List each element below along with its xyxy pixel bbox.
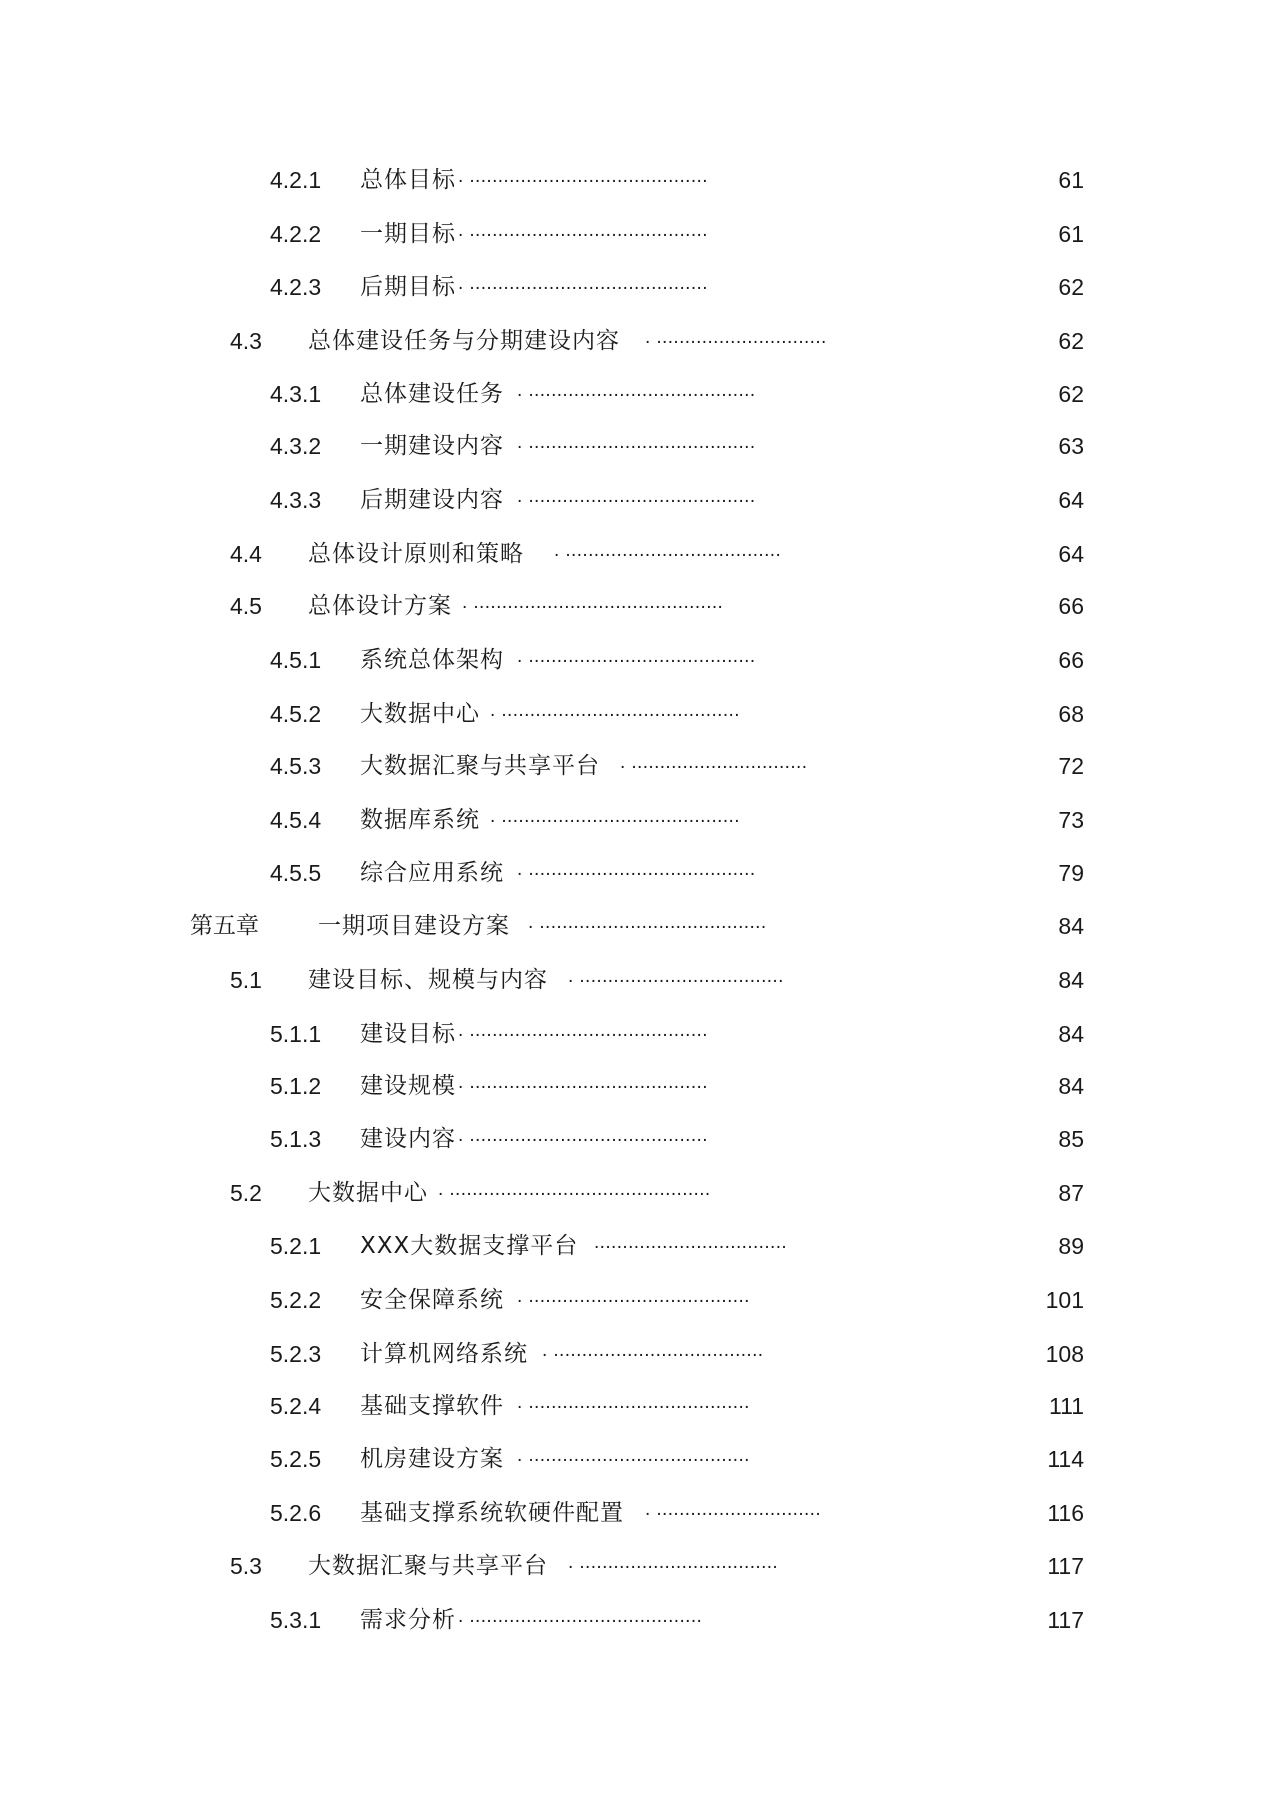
- toc-entry-leader: . .....................................: [542, 1340, 764, 1361]
- toc-entry[interactable]: [0, 160, 1274, 200]
- toc-entry-title: 大数据汇聚与共享平台: [360, 753, 600, 779]
- toc-entry[interactable]: [0, 1280, 1274, 1320]
- toc-entry-title: 一期项目建设方案: [318, 913, 510, 939]
- toc-entry-page: 116: [1047, 1500, 1084, 1526]
- toc-entry[interactable]: [0, 321, 1274, 361]
- toc-entry-number: 4.2.1: [270, 167, 322, 193]
- toc-entry-leader: . ........................................: [517, 432, 756, 453]
- toc-entry[interactable]: [0, 1600, 1274, 1640]
- toc-entry-number: 5.1.3: [270, 1126, 322, 1152]
- toc-entry-leader: . ...................................: [568, 1552, 779, 1573]
- toc-entry[interactable]: [0, 640, 1274, 680]
- toc-entry-number: 5.1: [230, 967, 262, 993]
- toc-entry-number: 4.5: [230, 593, 262, 619]
- toc-entry-leader: . ...............................: [620, 752, 808, 773]
- toc-entry-leader: . ..............................................: [438, 1179, 711, 1200]
- toc-entry-page: 64: [1058, 487, 1084, 513]
- toc-entry[interactable]: [0, 1439, 1274, 1479]
- toc-entry-title: 需求分析: [360, 1607, 456, 1633]
- toc-entry[interactable]: [0, 480, 1274, 520]
- toc-entry-page: 62: [1058, 328, 1084, 354]
- toc-entry-page: 62: [1058, 381, 1084, 407]
- toc-entry-leader: . .........................................: [458, 1606, 703, 1627]
- toc-entry[interactable]: [0, 1066, 1274, 1106]
- toc-entry-title: 计算机网络系统: [360, 1341, 528, 1367]
- toc-entry-page: 108: [1045, 1341, 1084, 1367]
- toc-entry-title: 数据库系统: [360, 807, 480, 833]
- toc-entry-number: 5.2.4: [270, 1393, 322, 1419]
- toc-entry-leader: . .......................................: [517, 1286, 750, 1307]
- toc-entry[interactable]: [0, 1334, 1274, 1374]
- toc-entry-page: 68: [1058, 701, 1084, 727]
- toc-entry-leader: . ....................................: [568, 966, 784, 987]
- toc-entry[interactable]: [0, 267, 1274, 307]
- toc-entry-leader: . ........................................: [517, 859, 756, 880]
- toc-entry-page: 62: [1058, 274, 1084, 300]
- toc-entry-page: 84: [1058, 967, 1084, 993]
- toc-entry-number: 5.1.2: [270, 1073, 322, 1099]
- toc-entry-leader: . ........................................: [517, 380, 756, 401]
- toc-entry-title: 后期建设内容: [360, 487, 504, 513]
- toc-entry-title: 建设目标: [360, 1021, 456, 1047]
- toc-entry-page: 117: [1047, 1553, 1084, 1579]
- toc-entry-leader: . ......................................: [554, 540, 782, 561]
- toc-entry-page: 85: [1058, 1126, 1084, 1152]
- toc-entry[interactable]: [0, 426, 1274, 466]
- toc-entry-number: 4.3.3: [270, 487, 322, 513]
- toc-entry-title: 安全保障系统: [360, 1287, 504, 1313]
- toc-entry[interactable]: [0, 1226, 1274, 1266]
- toc-entry-number: 4.5.2: [270, 701, 322, 727]
- toc-entry[interactable]: [0, 1119, 1274, 1159]
- toc-entry-leader: . .......................................: [517, 1445, 750, 1466]
- toc-entry-title: 系统总体架构: [360, 647, 504, 673]
- toc-entry-title: 建设内容: [360, 1126, 456, 1152]
- toc-entry-number: 4.2.2: [270, 221, 322, 247]
- toc-entry-page: 111: [1049, 1393, 1084, 1419]
- toc-entry-number: 第五章: [190, 913, 259, 939]
- toc-entry-leader: . .............................: [645, 1499, 822, 1520]
- toc-entry-number: 5.2.3: [270, 1341, 322, 1367]
- toc-entry[interactable]: [0, 746, 1274, 786]
- toc-entry-title: 一期目标: [360, 221, 456, 247]
- toc-entry-title: 建设目标、规模与内容: [308, 967, 548, 993]
- toc-entry-leader: . ..........................................: [458, 1072, 708, 1093]
- toc-entry-page: 89: [1058, 1233, 1084, 1259]
- toc-entry-title: 总体建设任务: [360, 381, 504, 407]
- toc-entry[interactable]: [0, 1493, 1274, 1533]
- toc-entry[interactable]: [0, 960, 1274, 1000]
- toc-entry-number: 4.5.1: [270, 647, 322, 673]
- toc-entry[interactable]: [0, 374, 1274, 414]
- toc-entry-title: 大数据汇聚与共享平台: [308, 1553, 548, 1579]
- toc-entry-title: 一期建设内容: [360, 433, 504, 459]
- toc-entry-page: 61: [1058, 167, 1084, 193]
- toc-entry-number: 5.2.2: [270, 1287, 322, 1313]
- toc-entry-page: 73: [1058, 807, 1084, 833]
- toc-entry[interactable]: [0, 1173, 1274, 1213]
- toc-entry-number: 5.3.1: [270, 1607, 322, 1633]
- toc-entry-leader: . ..........................................: [490, 700, 740, 721]
- toc-entry-number: 4.2.3: [270, 274, 322, 300]
- toc-entry-number: 5.2.6: [270, 1500, 322, 1526]
- toc-entry-leader: . ........................................: [517, 646, 756, 667]
- toc-entry-leader: ..................................: [594, 1232, 788, 1253]
- toc-entry-title: 建设规模: [360, 1073, 456, 1099]
- toc-entry-number: 4.3.2: [270, 433, 322, 459]
- toc-entry-leader: . ..........................................: [458, 166, 708, 187]
- toc-entry-title: 大数据中心: [360, 701, 480, 727]
- toc-entry-page: 64: [1058, 541, 1084, 567]
- toc-entry[interactable]: [0, 853, 1274, 893]
- toc-entry-title: 机房建设方案: [360, 1446, 504, 1472]
- toc-entry-title: 总体设计原则和策略: [308, 541, 524, 567]
- toc-entry-number: 5.2.5: [270, 1446, 322, 1472]
- toc-entry-number: 4.3: [230, 328, 262, 354]
- toc-entry-page: 63: [1058, 433, 1084, 459]
- toc-entry-number: 5.1.1: [270, 1021, 322, 1047]
- toc-entry-number: 5.2: [230, 1180, 262, 1206]
- toc-entry-page: 114: [1047, 1446, 1084, 1472]
- toc-entry-leader: . ..........................................: [458, 220, 708, 241]
- toc-entry-leader: . ..........................................: [490, 806, 740, 827]
- toc-entry-title: 综合应用系统: [360, 860, 504, 886]
- toc-entry-title: XXX大数据支撑平台: [360, 1233, 579, 1259]
- toc-entry-title: 基础支撑系统软硬件配置: [360, 1500, 624, 1526]
- toc-entry-leader: . ..........................................: [458, 1125, 708, 1146]
- toc-entry-page: 72: [1058, 753, 1084, 779]
- toc-entry-page: 101: [1045, 1287, 1084, 1313]
- toc-entry-leader: . ..........................................: [458, 1020, 708, 1041]
- toc-entry-page: 87: [1058, 1180, 1084, 1206]
- toc-entry[interactable]: [0, 1546, 1274, 1586]
- toc-entry-number: 5.3: [230, 1553, 262, 1579]
- toc-entry-page: 66: [1058, 647, 1084, 673]
- toc-entry-page: 66: [1058, 593, 1084, 619]
- toc-entry-leader: . ..........................................: [458, 273, 708, 294]
- toc-entry-page: 84: [1058, 1073, 1084, 1099]
- toc-entry-page: 84: [1058, 1021, 1084, 1047]
- toc-entry-number: 4.5.5: [270, 860, 322, 886]
- toc-entry-leader: . ........................................: [517, 486, 756, 507]
- toc-entry-number: 4.5.3: [270, 753, 322, 779]
- toc-entry-title: 总体建设任务与分期建设内容: [308, 328, 620, 354]
- toc-entry-title: 总体目标: [360, 167, 456, 193]
- toc-entry-number: 4.4: [230, 541, 262, 567]
- toc-chapter-entry[interactable]: [0, 906, 1274, 946]
- toc-entry[interactable]: [0, 534, 1274, 574]
- toc-entry[interactable]: [0, 1014, 1274, 1054]
- toc-entry-title: 基础支撑软件: [360, 1393, 504, 1419]
- toc-entry-number: 4.5.4: [270, 807, 322, 833]
- toc-entry[interactable]: [0, 1386, 1274, 1426]
- toc-entry-page: 61: [1058, 221, 1084, 247]
- toc-entry-title: 后期目标: [360, 274, 456, 300]
- toc-entry[interactable]: [0, 214, 1274, 254]
- toc-entry-leader: . ..............................: [645, 327, 827, 348]
- toc-entry-number: 4.3.1: [270, 381, 322, 407]
- toc-entry-page: 117: [1047, 1607, 1084, 1633]
- toc-entry-title: 总体设计方案: [308, 593, 452, 619]
- toc-entry-leader: . ............................................: [462, 592, 724, 613]
- toc-entry-number: 5.2.1: [270, 1233, 322, 1259]
- toc-entry[interactable]: [0, 800, 1274, 840]
- toc-entry-leader: . .......................................: [517, 1392, 750, 1413]
- toc-entry-leader: . ........................................: [528, 912, 767, 933]
- toc-entry[interactable]: [0, 586, 1274, 626]
- toc-entry-page: 79: [1058, 860, 1084, 886]
- toc-entry-title: 大数据中心: [308, 1180, 428, 1206]
- toc-entry[interactable]: [0, 694, 1274, 734]
- toc-entry-page: 84: [1058, 913, 1084, 939]
